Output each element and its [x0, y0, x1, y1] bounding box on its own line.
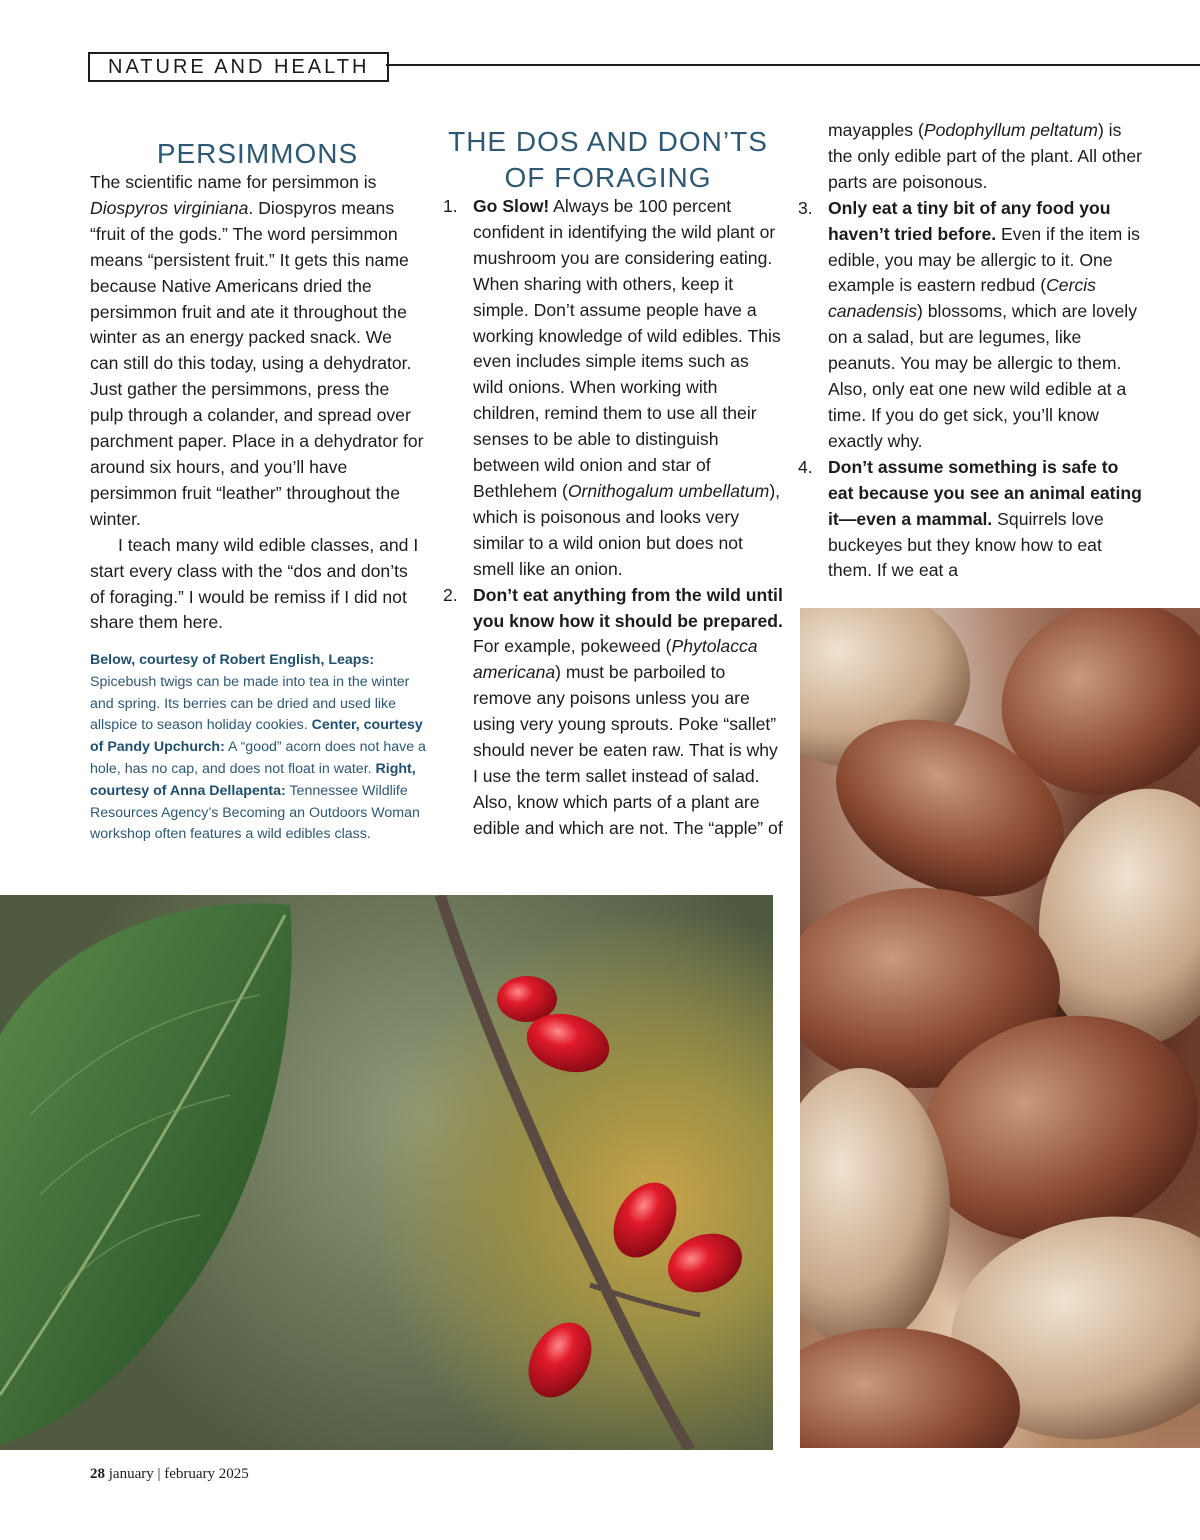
list-item-title: Don’t eat anything from the wild until you know how it should be prepared.	[473, 584, 783, 631]
foraging-heading	[443, 124, 773, 196]
heading-line: THE DOS AND DON’TS	[448, 126, 768, 157]
persimmons-text	[90, 170, 425, 636]
persimmons-paragraph-2: I teach many wild edible classes, and I start every class with the “dos and don’ts of foraging.” I would be remiss if I did not share them here.	[90, 534, 419, 633]
list-item	[443, 194, 783, 583]
page-footer	[90, 1466, 249, 1483]
text-run: ) must be parboiled to remove any poisons unless you are using very young sprouts. Poke “sallet” should never be eaten raw. That is why I use the term sallet instead of salad. Also, know which parts of a plant are edible and which are not. The “apple” of	[473, 662, 783, 838]
persimmons-heading: PERSIMMONS	[156, 138, 359, 169]
scientific-name: Diospyros virginiana	[90, 197, 249, 218]
spicebush-photo	[0, 895, 773, 1450]
list-item	[443, 583, 783, 842]
text-run: Even if the item is edible, you may be allergic to it. One example is eastern redbud (	[828, 223, 1140, 296]
list-item-title: Only eat a tiny bit of any food you haven’t tried before.	[828, 197, 1111, 244]
list-item-continued	[798, 118, 1143, 196]
scientific-name: Podophyllum peltatum	[923, 120, 1098, 140]
text-run: . Diospyros means “fruit of the gods.” The word persimmon means “persistent fruit.” It gets this name because Native Americans dried the persimmon fruit and ate it throughout the winter as an energy packed snack. We can still do this today, using a dehydrator. Just gather the persimmons, press the pulp through a colander, and spread over parchment paper. Place in a dehydrator for around six hours, and you’ll have persimmon fruit “leather” throughout the winter.	[90, 197, 424, 529]
scientific-name: Cercis canadensis	[828, 275, 1096, 322]
photo-caption	[90, 650, 430, 846]
list-item-title: Go Slow!	[473, 196, 550, 216]
text-run: mayapples (	[828, 120, 924, 140]
foraging-list	[443, 194, 783, 842]
caption-credit-below: Below, courtesy of Robert English, Leaps:	[90, 652, 375, 668]
caption-credit-right: Right, courtesy of Anna Dellapenta:	[90, 760, 416, 799]
issue-date: january | february 2025	[105, 1466, 249, 1482]
caption-credit-center: Center, courtesy of Pandy Upchurch:	[90, 717, 423, 756]
list-number: 1.	[443, 196, 458, 216]
foraging-list-continued	[798, 118, 1143, 584]
scientific-name: Ornithogalum umbellatum	[567, 480, 770, 501]
section-rule	[386, 64, 1200, 66]
heading-line: OF FORAGING	[504, 162, 712, 193]
list-item-title: Don’t assume something is safe to eat because you see an animal eating it—even a mammal.	[828, 456, 1142, 529]
section-label: NATURE AND HEALTH	[88, 52, 389, 82]
list-number: 3.	[798, 197, 813, 218]
persimmons-paragraph-1	[90, 170, 425, 533]
spicebush-illustration	[0, 895, 773, 1450]
text-run: ) blossoms, which are lovely on a salad, but are legumes, like peanuts. You may be allergic to them. Also, only eat one new wild edible at a time. If you do get sick, you’ll know exactly why.	[828, 301, 1138, 451]
page-number: 28	[90, 1466, 105, 1482]
caption-text: A “good” acorn does not have a hole, has no cap, and does not float in water.	[90, 739, 426, 777]
acorns-illustration	[800, 608, 1200, 1448]
text-run: ), which is poisonous and looks very similar to a wild onion but does not smell like an onion.	[473, 480, 781, 579]
list-number: 2.	[443, 584, 458, 605]
caption-text: Spicebush twigs can be made into tea in the winter and spring. Its berries can be dried and used like allspice to season holiday cookies.	[90, 673, 410, 734]
text-run: For example, pokeweed (	[473, 636, 672, 657]
list-item	[798, 196, 1143, 455]
caption-text: Tennessee Wildlife Resources Agency’s Becoming an Outdoors Woman workshop often features a wild edibles class.	[90, 782, 420, 843]
acorns-photo	[800, 608, 1200, 1448]
text-run: Always be 100 percent confident in identifying the wild plant or mushroom you are considering eating. When sharing with others, keep it simple. Don’t assume people have a working knowledge of wild edibles. This even includes simple items such as wild onions. When working with children, remind them to use all their senses to be able to distinguish between wild onion and star of Bethlehem (	[473, 196, 781, 501]
text-run: The scientific name for persimmon is	[90, 172, 377, 192]
list-item	[798, 455, 1143, 585]
list-number: 4.	[798, 456, 813, 477]
scientific-name: Phytolacca americana	[473, 636, 758, 683]
text-run: Squirrels love buckeyes but they know how to eat them. If we eat a	[828, 508, 1104, 581]
text-run: ) is the only edible part of the plant. All other parts are poisonous.	[828, 120, 1142, 192]
